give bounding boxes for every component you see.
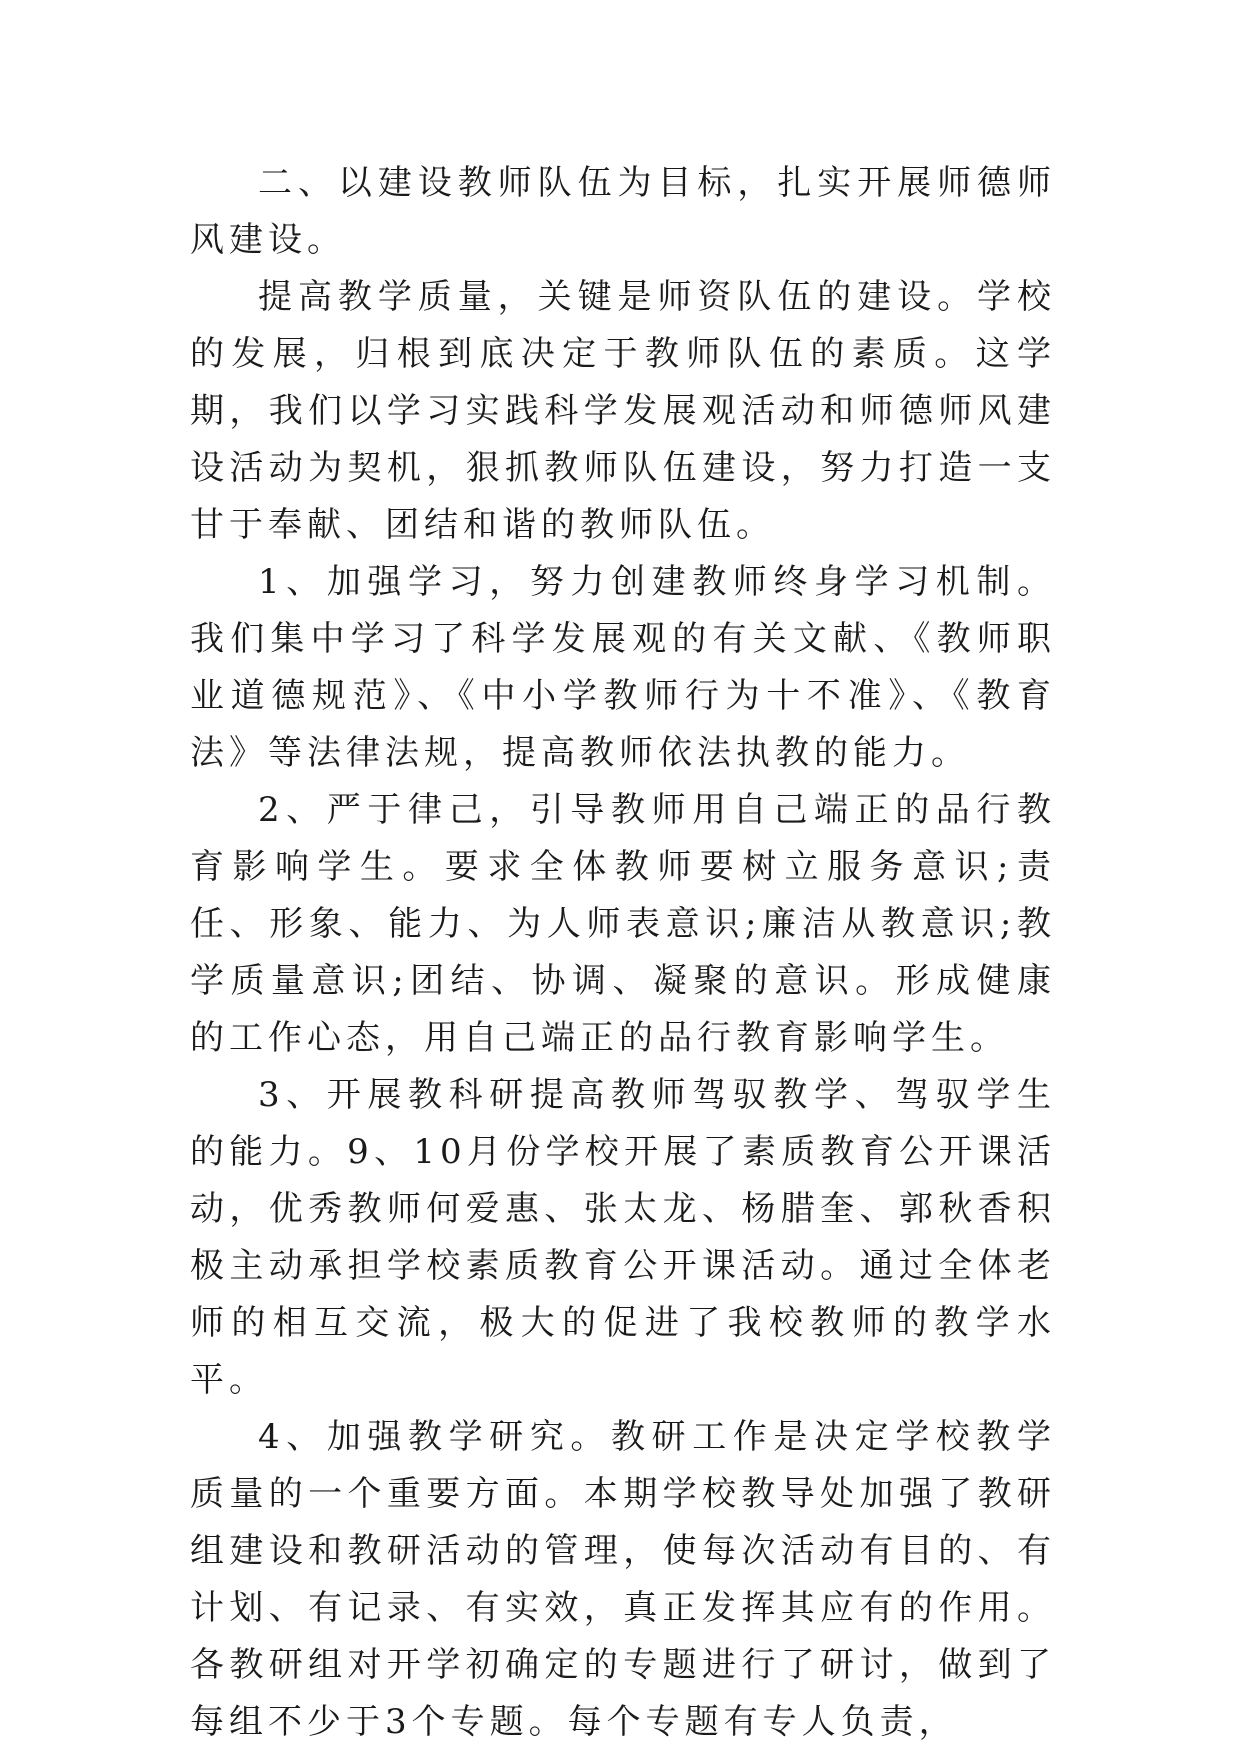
paragraph: 3、开展教科研提高教师驾驭教学、驾驭学生的能力。9、10月份学校开展了素质教育公开课活动，优秀教师何爱惠、张太龙、杨腊奎、郭秋香积极主动承担学校素质教育公开课活动。通过全体老师的相互交流，极大的促进了我校教师的教学水平。 (190, 1075, 1056, 1400)
paragraph: 2、严于律己，引导教师用自己端正的品行教育影响学生。要求全体教师要树立服务意识;责任、形象、能力、为人师表意识;廉洁从教意识;教学质量意识;团结、协调、凝聚的意识。形成健康的工作心态，用自己端正的品行教育影响学生。 (190, 790, 1056, 1058)
section-heading: 二、以建设教师队伍为目标，扎实开展师德师风建设。 (190, 163, 1056, 260)
paragraph: 4、加强教学研究。教研工作是决定学校教学质量的一个重要方面。本期学校教导处加强了教研组建设和教研活动的管理，使每次活动有目的、有计划、有记录、有实效，真正发挥其应有的作用。各教研组对开学初确定的专题进行了研讨，做到了每组不少于3个专题。每个专题有专人负责， (190, 1417, 1056, 1742)
document-body (190, 155, 1056, 1751)
paragraph: 1、加强学习，努力创建教师终身学习机制。我们集中学习了科学发展观的有关文献、《教师职业道德规范》、《中小学教师行为十不准》、《教育法》等法律法规，提高教师依法执教的能力。 (190, 562, 1056, 773)
paragraph: 提高教学质量，关键是师资队伍的建设。学校的发展，归根到底决定于教师队伍的素质。这学期，我们以学习实践科学发展观活动和师德师风建设活动为契机，狠抓教师队伍建设，努力打造一支甘于奉献、团结和谐的教师队伍。 (190, 277, 1056, 545)
